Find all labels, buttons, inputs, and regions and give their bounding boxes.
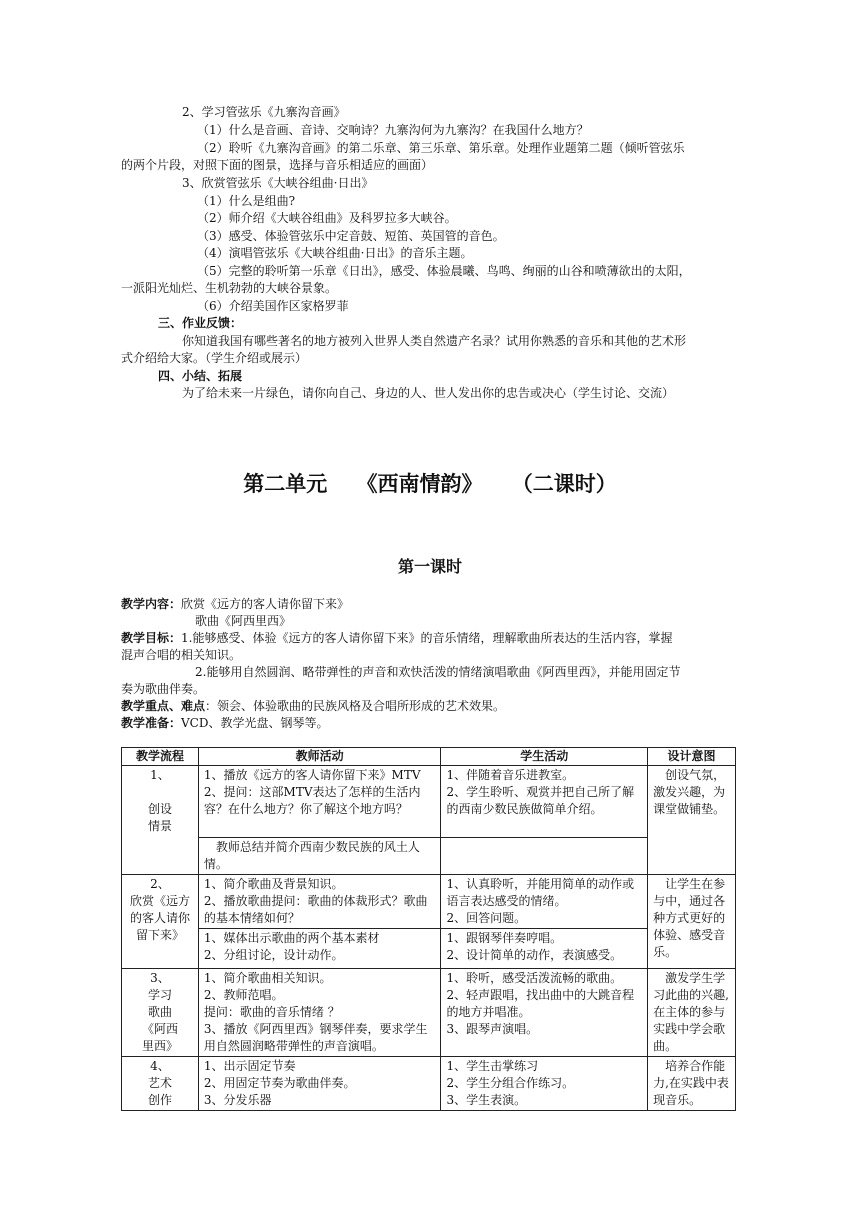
student-cell: 1、伴随着音乐进教室。 2、学生聆听、观赏并把自己所了解的西南少数民族做简单介绍。 [441, 766, 648, 838]
teaching-prep [121, 715, 329, 732]
teacher-cell: 1、出示固定节奏 2、用固定节奏为歌曲伴奏。 3、分发乐器 [198, 1057, 441, 1111]
feedback-line-1: 你知道我国有哪些著名的地方被列入世界人类自然遗产名录？试用你熟悉的音乐和其他的艺术形 [182, 334, 687, 348]
item-3-sub-5-cont: 一派阳光灿烂、生机勃勃的大峡谷景象。 [121, 281, 338, 295]
student-cell: 1、认真聆听，并能用简单的动作或语言表达感受的情绪。 2、回答问题。 [441, 875, 648, 929]
teaching-goal-2b: 奏为歌曲伴奏。 [121, 682, 206, 696]
item-3-sub-3: （3）感受、体验管弦乐中定音鼓、短笛、英国管的音色。 [197, 229, 505, 243]
item-2-sub-1: （1）什么是音画、音诗、交响诗？九寨沟何为九寨沟？在我国什么地方？ [197, 123, 589, 137]
header-student: 学生活动 [441, 748, 648, 766]
table-row [122, 929, 736, 969]
feedback-line-2: 式介绍给大家。（学生介绍或展示） [121, 351, 308, 365]
student-cell: 1、聆听，感受活泼流畅的歌曲。 2、轻声跟唱，找出曲中的大跳音程的地方并唱准。 3、跟琴声演唱。 [441, 969, 648, 1057]
unit-title: 第二单元 《西南情韵》 （二课时） [243, 472, 617, 496]
student-cell: 1、学生击掌练习 2、学生分组合作练习。 3、学生表演。 [441, 1057, 648, 1111]
header-intent: 设计意图 [648, 748, 736, 766]
item-3-heading: 3、欣赏管弦乐《大峡谷组曲·日出》 [182, 176, 374, 190]
stage-cell: 1、 创设 情景 [122, 766, 199, 875]
item-3-sub-6: （6）介绍美国作区家格罗菲 [197, 299, 349, 313]
table-header-row [122, 748, 736, 766]
item-3-sub-2: （2）师介绍《大峡谷组曲》及科罗拉多大峡谷。 [197, 211, 457, 225]
teacher-cell: 教师总结并简介西南少数民族的风土人情。 [198, 838, 441, 875]
item-2-sub-2: （2）聆听《九寨沟音画》的第二乐章、第三乐章、第乐章。处理作业题第二题（倾听管弦乐 [197, 141, 685, 155]
intent-cell: 激发学生学习此曲的兴趣,在主体的参与实践中学会歌曲。 [648, 969, 736, 1057]
lesson-title: 第一课时 [397, 557, 462, 576]
item-2-heading: 2、学习管弦乐《九寨沟音画》 [182, 105, 346, 119]
intent-cell: 创设气氛，激发兴趣，为课堂做铺垫。 [648, 766, 736, 875]
teaching-prep-text: VCD、教学光盘、钢琴等。 [181, 716, 329, 730]
intent-cell: 培养合作能力,在实践中表现音乐。 [648, 1057, 736, 1111]
header-process: 教学流程 [122, 748, 199, 766]
teaching-goal-label: 教学目标： [121, 631, 182, 645]
teaching-key [121, 698, 505, 715]
teaching-content [121, 596, 349, 613]
table-row [122, 1057, 736, 1111]
stage-cell: 3、 学习 歌曲 《阿西 里西》 [122, 969, 199, 1057]
student-cell [441, 838, 648, 875]
teacher-cell: 1、简介歌曲相关知识。 2、教师范唱。 提问：歌曲的音乐情绪 ？ 3、播放《阿西里西》钢琴伴奏，要求学生用自然圆润略带弹性的声音演唱。 [198, 969, 441, 1057]
table-row [122, 875, 736, 929]
summary-heading: 四、小结、拓展 [158, 369, 243, 383]
item-3-sub-4: （4）演唱管弦乐《大峡谷组曲·日出》的音乐主题。 [197, 246, 473, 260]
teaching-goal-1a: 1.能够感受、体验《远方的客人请你留下来》的音乐情绪，理解歌曲所表达的生活内容，掌握 [181, 631, 673, 645]
teacher-cell: 1、媒体出示歌曲的两个基本素材 2、分组讨论，设计动作。 [198, 929, 441, 969]
teaching-key-label: 教学重点、难点 [121, 699, 206, 713]
teaching-content-1: 欣赏《远方的客人请你留下来》 [181, 597, 350, 611]
header-teacher: 教师活动 [198, 748, 441, 766]
table-row [122, 766, 736, 838]
teaching-content-label: 教学内容： [121, 597, 182, 611]
lesson-plan-table [121, 747, 736, 1111]
stage-cell: 4、 艺术 创作 [122, 1057, 199, 1111]
teacher-cell: 1、播放《远方的客人请你留下来》MTV 2、提问：这部MTV表达了怎样的生活内容？在什么地方？你了解这个地方吗？ [198, 766, 441, 838]
feedback-heading: 三、作业反馈： [158, 316, 243, 330]
teaching-goal-2a: 2.能够用自然圆润、略带弹性的声音和欢快活泼的情绪演唱歌曲《阿西里西》，并能用固定节 [195, 665, 681, 679]
student-cell: 1、跟钢琴伴奏哼唱。 2、设计简单的动作，表演感受。 [441, 929, 648, 969]
teacher-cell: 1、简介歌曲及背景知识。 2、播放歌曲提问：歌曲的体裁形式？歌曲的基本情绪如何？ [198, 875, 441, 929]
item-2-sub-2-cont: 的两个片段，对照下面的图景，选择与音乐相适应的画面） [121, 158, 434, 172]
table-row [122, 838, 736, 875]
stage-cell: 2、 欣赏《远方的客人请你留下来》 [122, 875, 199, 969]
summary-line: 为了给未来一片绿色，请你向自己、身边的人、世人发出你的忠告或决心（学生讨论、交流） [182, 386, 675, 400]
teaching-goal-1b: 混声合唱的相关知识。 [121, 648, 242, 662]
intent-cell: 让学生在参与中，通过各种方式更好的体验、感受音乐。 [648, 875, 736, 969]
teaching-key-text: ：领会、体验歌曲的民族风格及合唱所形成的艺术效果。 [205, 699, 506, 713]
teaching-prep-label: 教学准备： [121, 716, 182, 730]
teaching-content-2: 歌曲《阿西里西》 [195, 614, 292, 628]
table-row [122, 969, 736, 1057]
teaching-goal [121, 630, 672, 647]
item-3-sub-1: （1）什么是组曲? [197, 194, 296, 208]
item-3-sub-5: （5）完整的聆听第一乐章《日出》，感受、体验晨曦、鸟鸣、绚丽的山谷和喷薄欲出的太阳， [197, 264, 691, 278]
